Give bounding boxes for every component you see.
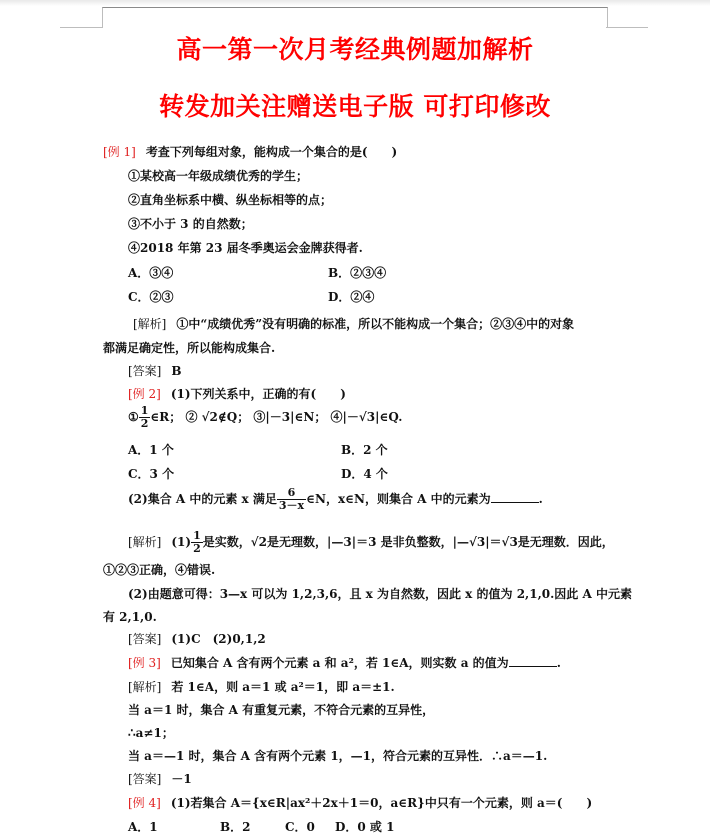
window-top-shadow (0, 0, 710, 6)
numerator: 1 (140, 404, 149, 417)
example-2-relations (128, 405, 402, 430)
example-2-tag: [例 2] (128, 387, 161, 401)
example-3-tag: [例 3] (128, 656, 161, 670)
answer-value: (1)C (2)0,1,2 (171, 632, 266, 646)
example-2-question-2: (2)集合 A 中的元素 x 满足 $\frac{6}{3-x}$ ∈N，x∈N，则集合 A 中的元素为 . (128, 486, 543, 512)
denominator: 2 (193, 542, 201, 555)
example-1-answer (128, 362, 182, 379)
analysis-tag: [解析] (133, 317, 167, 331)
question-text: (1)下列关系中，正确的有( ) (170, 387, 346, 401)
example-2-analysis-1-cont: ①②③正确，④错误. (103, 563, 216, 577)
example-1-item-3: ③不小于 3 的自然数； (128, 217, 253, 231)
fraction (191, 530, 203, 555)
analysis-tag: [解析] (128, 680, 162, 694)
page-boundary-top (102, 7, 608, 28)
example-3-answer (128, 770, 192, 787)
example-1-option-d: D．②④ (328, 290, 375, 304)
example-1-item-1: ①某校高一年级成绩优秀的学生； (128, 169, 309, 183)
example-1-analysis (133, 315, 574, 332)
fraction (277, 487, 306, 512)
fraction (139, 405, 151, 430)
example-2-option-a: A．1 个 (128, 443, 174, 457)
relation-4: ④|－√3|∈Q. (330, 410, 403, 424)
document-subtitle: 转发加关注赠送电子版 可打印修改 (159, 92, 551, 121)
example-1-tag: [例 1] (103, 145, 136, 159)
document-title: 高一第一次月考经典例题加解析 (176, 35, 534, 64)
denominator: 2 (140, 417, 149, 430)
question-text: 已知集合 A 含有两个元素 a 和 a²，若 1∈A，则实数 a 的值为 (170, 656, 509, 670)
example-4-tag: [例 4] (128, 796, 161, 810)
answer-blank (509, 656, 557, 667)
margin-mark-right (606, 27, 648, 28)
analysis-text: ①中“成绩优秀”没有明确的标准，所以不能构成一个集合；②③④中的对象 (176, 317, 575, 331)
question-text-cont: ∈N，x∈N，则集合 A 中的元素为 (306, 492, 491, 506)
example-1-item-4: ④2018 年第 23 届冬季奥运会金牌获得者. (128, 241, 363, 255)
question-text: (1)若集合 A＝{x∈R|ax²＋2x＋1＝0，a∈R}中只有一个元素，则 a＝( ) (170, 796, 593, 810)
example-2-answer (128, 630, 266, 647)
example-4-option-d: D．0 或 1 (335, 820, 395, 834)
example-2-analysis-2: (2)由题意可得：3—x 可以为 1,2,3,6，且 x 为自然数，因此 x 的值为 2,1,0.因此 A 中元素 (128, 587, 632, 601)
part-label: (1) (171, 535, 192, 549)
answer-blank (491, 492, 539, 503)
numerator: 6 (277, 487, 306, 500)
example-3-analysis-line-3: ∴a≠1； (128, 726, 174, 740)
analysis-text: 是实数，√2是无理数，|—3|＝3 是非负整数，|—√3|＝√3是无理数．因此， (202, 535, 614, 549)
example-1-option-a: A．③④ (128, 266, 174, 280)
example-2-question-1 (128, 385, 346, 402)
example-4-option-a: A．1 (128, 820, 158, 834)
example-1-question (103, 143, 397, 160)
answer-tag: [答案] (128, 772, 162, 786)
example-3-analysis (128, 678, 395, 695)
example-3-analysis-line-2: 当 a＝1 时，集合 A 有重复元素，不符合元素的互异性， (128, 703, 435, 717)
answer-value: B (171, 364, 182, 378)
numerator: 1 (193, 529, 201, 542)
example-4-option-c: C．0 (285, 820, 315, 834)
example-3-question: [例 3] 已知集合 A 含有两个元素 a 和 a²，若 1∈A，则实数 a 的值为 . (128, 656, 561, 670)
example-3-analysis-line-4: 当 a＝—1 时，集合 A 含有两个元素 1，—1，符合元素的互异性．∴a＝—1. (128, 749, 548, 763)
answer-tag: [答案] (128, 364, 162, 378)
example-2-option-c: C．3 个 (128, 467, 175, 481)
answer-tag: [答案] (128, 632, 162, 646)
example-2-option-d: D．4 个 (341, 467, 388, 481)
example-1-option-c: C．②③ (128, 290, 174, 304)
margin-mark-left (60, 27, 102, 28)
analysis-text: 若 1∈A，则 a＝1 或 a²＝1，即 a＝±1. (171, 680, 395, 694)
example-4-question (128, 794, 592, 811)
relation-3: ③|－3|∈N； (253, 410, 327, 424)
relation-2: ② √2∉Q； (185, 410, 250, 424)
example-2-option-b: B．2 个 (341, 443, 388, 457)
question-text: 考查下列每组对象，能构成一个集合的是( ) (145, 145, 398, 159)
example-2-analysis-1 (128, 530, 614, 555)
question-text: (2)集合 A 中的元素 x 满足 (128, 492, 277, 506)
denominator: 3－x (278, 499, 305, 512)
example-1-option-b: B．②③④ (328, 266, 387, 280)
circled-1: ① (128, 410, 139, 424)
analysis-tag: [解析] (128, 535, 162, 549)
relation-1: ∈R； (150, 410, 182, 424)
example-2-analysis-2-cont: 有 2,1,0. (103, 610, 157, 624)
example-1-analysis-cont: 都满足确定性，所以能构成集合. (103, 341, 276, 355)
answer-value: －1 (171, 772, 192, 786)
example-1-item-2: ②直角坐标系中横、纵坐标相等的点； (128, 193, 333, 207)
example-4-option-b: B．2 (220, 820, 251, 834)
